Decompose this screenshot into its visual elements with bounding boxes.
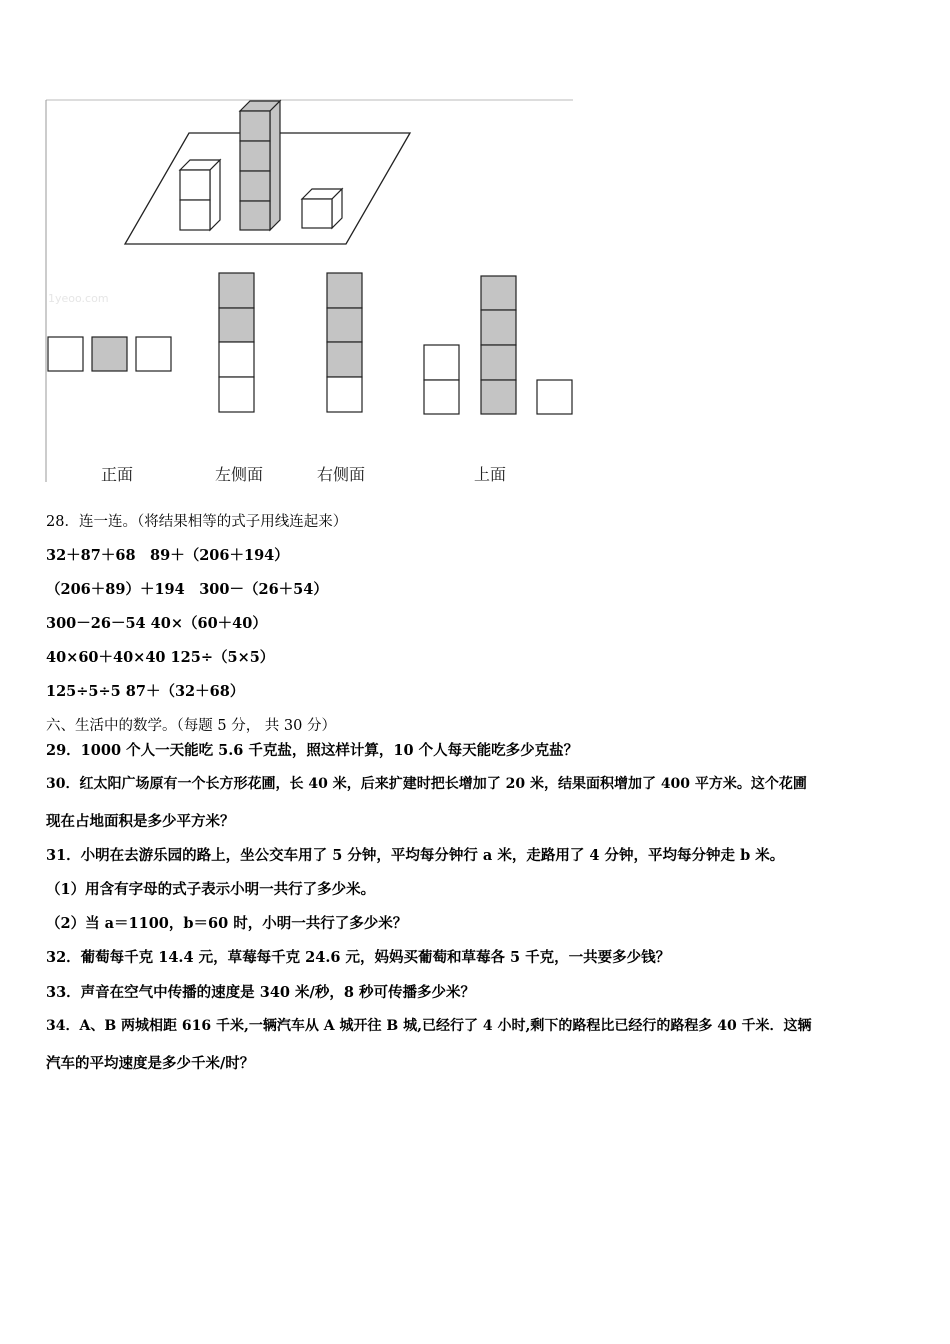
label-front: 正面 (101, 465, 134, 484)
q30-line-2: 现在占地面积是多少平方米？ (46, 813, 235, 830)
q28-row-3: 300－26－54 40×（60＋40） (46, 615, 267, 632)
front-view (48, 337, 171, 371)
q28-row-2: （206＋89）＋194 300－（26＋54） (46, 581, 328, 598)
q30-line-1: 30．红太阳广场原有一个长方形花圃，长 40 米，后来扩建时把长增加了 20 米，结果面积增加了 400 平方米。这个花圃 (46, 776, 807, 792)
top-view (424, 276, 572, 414)
q31-stem: 31．小明在去游乐园的路上，坐公交车用了 5 分钟，平均每分钟行 a 米，走路用了 4 分钟，平均每分钟走 b 米。 (46, 847, 785, 864)
q28-title: 28．连一连。（将结果相等的式子用线连起来） (46, 514, 348, 530)
watermark-text: 1yeoo.com (48, 292, 109, 305)
q32: 32．葡萄每千克 14.4 元，草莓每千克 24.6 元，妈妈买葡萄和草莓各 5 千克，一共要多少钱？ (46, 949, 671, 966)
q28-row-4: 40×60＋40×40 125÷（5×5） (46, 649, 275, 666)
q31-sub-1: （1）用含有字母的式子表示小明一共行了多少米。 (46, 881, 376, 898)
white-stack-2 (180, 160, 220, 230)
label-left-side: 左侧面 (215, 465, 264, 484)
q34-line-2: 汽车的平均速度是多少千米/时？ (46, 1055, 255, 1072)
q28-row-1: 32＋87＋68 89＋（206＋194） (46, 547, 289, 564)
q31-sub-2: （2）当 a＝1100，b＝60 时，小明一共行了多少米？ (46, 915, 408, 932)
white-single-cube (302, 189, 342, 228)
q29: 29．1000 个人一天能吃 5.6 千克盐，照这样计算，10 个人每天能吃多少克盐？ (46, 742, 579, 759)
gray-stack-4 (240, 101, 280, 230)
q33: 33．声音在空气中传播的速度是 340 米/秒，8 秒可传播多少米？ (46, 984, 475, 1001)
q28-row-5: 125÷5÷5 87＋（32＋68） (46, 683, 245, 700)
left-side-view (219, 273, 254, 412)
right-side-view (327, 273, 362, 412)
section-6-title: 六、生活中的数学。（每题 5 分， 共 30 分） (46, 718, 336, 734)
label-top: 上面 (474, 465, 507, 484)
cube-views-figure (0, 0, 950, 500)
q34-line-1: 34．A、B 两城相距 616 千米,一辆汽车从 A 城开往 B 城,已经行了 4 小时,剩下的路程比已经行的路程多 40 千米．这辆 (46, 1018, 812, 1034)
label-right-side: 右侧面 (317, 465, 366, 484)
